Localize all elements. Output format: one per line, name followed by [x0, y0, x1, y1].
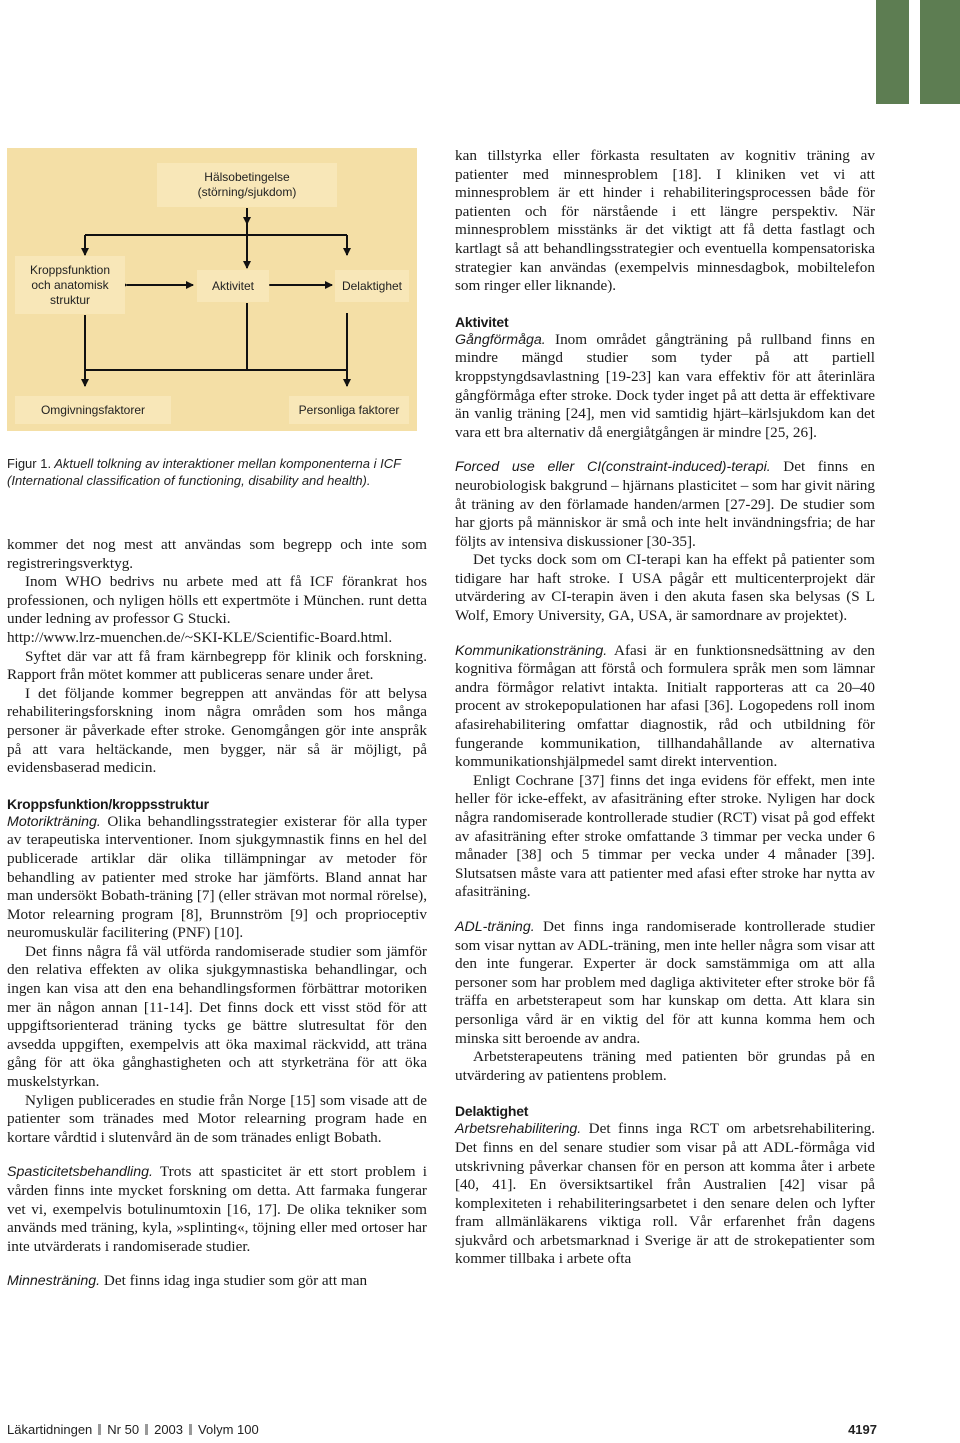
section-heading: Kroppsfunktion/kroppsstruktur — [7, 795, 209, 812]
section-tab-marker — [876, 0, 909, 104]
reference-link[interactable]: http://www.lrz-muenchen.de/~SKI-KLE/Scientific-Board.html. — [7, 628, 393, 646]
subheading: Spasticitetsbehandling. — [7, 1164, 153, 1181]
publication-year: 2003 — [154, 1422, 184, 1437]
paragraph — [455, 331, 875, 443]
paragraph-text: Det finns idag inga studier som gör att man — [100, 1272, 368, 1290]
figure-caption-label: Figur 1. — [7, 456, 52, 471]
environmental-factors-box: Omgivningsfaktorer — [15, 396, 171, 424]
subheading: Kommunikationsträning. — [455, 642, 608, 659]
personal-factors-box: Personliga faktorer — [289, 396, 409, 424]
section-heading: Aktivitet — [455, 313, 509, 330]
right-column — [455, 147, 875, 1269]
footer-separator — [189, 1424, 192, 1435]
left-column — [7, 536, 427, 1291]
subheading: Minnesträning. — [7, 1273, 101, 1290]
page-number: 4197 — [848, 1422, 877, 1437]
paragraph: Enligt Cochrane [37] finns det inga evidens för effekt, men inte heller för icke-effekt, av afasiträning efter stroke. Nyligen har dock några randomiserade kontrollerade studier (RCT) visat på god effekt av afasiträning efter stroke omfattande 3 timmar per vecka under 6 månader [38] och 5 timmar per vecka under 4 månader [39]. Slutsatsen måste vara att patienter med afasi efter stroke har nytta av afasiträning. — [455, 771, 875, 901]
section-heading: Delaktighet — [455, 1103, 529, 1120]
paragraph-text: Det finns inga RCT om arbetsrehabilitering. Det finns en del senare studier som visar på att ADL-förmåga vid utskrivning påverkar chansen för en person att komma åter i arbete [40, 41]. En översiktsartikel från Australien [42] visar på komplexiteten i rehabiliteringsarbetet i den senare delen och lyfter fram allmänläkarens viktiga roll. Vår erfarenhet från dagens sjukvård och arbetsmarknad i Sverige är att de strokepatienter som kommer tillbaka i arbete ofta — [455, 1120, 875, 1268]
subheading: Forced use eller CI(constraint-induced)-terapi. — [455, 459, 771, 476]
subheading: ADL-träning. — [455, 918, 535, 935]
paragraph: Inom WHO bedrivs nu arbete med att få ICF förankrat hos professionen, och nyligen hölls ett expertmöte i München. runt detta under ledning av professor G Stucki. — [7, 573, 427, 628]
subheading: Motorikträning. — [7, 813, 101, 830]
paragraph — [455, 918, 875, 1048]
paragraph-text: Afasi är en funktionsnedsättning av den kognitiva förmågan att förstå och formulera språk men som lämnar andra förmågor relativt intakta. Initialt rapporteras att ca 20–40 procent av strokepopulationen har afasi [36]. Logopedens roll inom afasirehabilitering omfattar diagnostik, råd och utbildning för fungerande kommunikation, tillhandahållande av alternativa kommunikationshjälpmedel samt direkt intervention. — [455, 641, 875, 771]
paragraph-text: Det finns en neurobiologisk bakgrund – hjärnans plasticitet – som har givit näring åt träning av den förlamade handen/armen [27-29]. De studier som har gjorts på människor är små och inte helt invändningsfria; de har följts av intensiva diskussioner [30-35]. — [455, 458, 876, 550]
paragraph: Arbetsterapeutens träning med patienten bör grundas på en utvärdering av patientens problem. — [455, 1048, 875, 1084]
figure-caption — [7, 455, 417, 489]
participation-box: Delaktighet — [335, 270, 409, 302]
body-function-box: Kroppsfunktion och anatomisk struktur — [15, 256, 125, 314]
paragraph — [455, 642, 875, 772]
volume: Volym 100 — [198, 1422, 259, 1437]
journal-name: Läkartidningen — [7, 1422, 93, 1437]
paragraph — [455, 1120, 875, 1269]
paragraph: Nyligen publicerades en studie från Norge [15] som visade att de patienter som tränades med Motor relearning program hade en kortare vårdtid i slutenvård än de som tränades enligt Bobath. — [7, 1091, 427, 1146]
paragraph-text: Inom området gångträning på rullband finns en mindre mängd studier som tyder på att partiell kroppstyngdsavlastning [19-23] kan vara effektiv för att återinlära gångförmåga efter stroke. Dock tyder inget på att detta är effektivare än vanlig träning [24], men vid samtidig hjärt–kärlsjukdom kan det vara ett bra alternativ då energiåtgången är mindre [25, 26]. — [455, 330, 875, 441]
footer-separator — [98, 1424, 101, 1435]
paragraph: Det tycks dock som om CI-terapi kan ha effekt på patienter som tidigare har haft stroke. I USA pågår ett multicenterprojekt där utvärdering av CI-terapin även i den akuta fasen ska belysas (S L Wolf, Emory University, GA, USA, är samordnare av projektet). — [455, 551, 875, 625]
page-footer — [7, 1422, 877, 1437]
health-condition-box: Hälsobetingelse (störning/sjukdom) — [157, 163, 337, 207]
paragraph — [455, 458, 875, 551]
paragraph: Syftet där var att få fram kärnbegrepp för klinik och forskning. Rapport från mötet kommer att publiceras senare under året. — [7, 647, 427, 684]
paragraph: kan tillstyrka eller förkasta resultaten av kognitiv träning av patienter med minnesproblem [18]. I kliniken vet vi att minnesproblem är ett hinder i rehabiliteringsprocessen både för patienten och för närstående i ett längre perspektiv. När minnesproblem misstänks är det viktigt att få detta fastlagt och kartlagt så att behandlingsstrategier och eventuella kompensatoriska strategier kan användas (exempelvis minnesdagbok, mobiltelefon som ringer eller liknande). — [455, 147, 875, 295]
paragraph-text: Olika behandlingsstrategier existerar för alla typer av terapeutiska interventioner. Inom sjukgymnastik finns en hel del publicerade artiklar där olika tillämpningar av metoder för behandling av patienter med stroke har jämförts. Bland annat har man undersökt Bobath-träning [7] (eller strävan mot normal rörelse), Motor relearning program [8], Brunnström [9] och proprioceptiv neuromuskulär facilitering (PNF) [10]. — [7, 812, 427, 942]
section-tab-marker — [920, 0, 960, 104]
subheading: Arbetsrehabilitering. — [455, 1121, 582, 1138]
issue-number: Nr 50 — [107, 1422, 140, 1437]
paragraph — [7, 1163, 427, 1256]
paragraph — [7, 1272, 427, 1291]
paragraph-text: Trots att spasticitet är ett stort problem i vården finns inte mycket forskning om detta. Att farmaka fungerar vet vi, exempelvis botulinumtoxin [16, 17]. De olika tekniker som används med träning, kyla, »splinting«, töjning eller med ortoser har inte utvärderats i randomiserade studier. — [7, 1163, 427, 1255]
icf-figure — [7, 148, 417, 431]
footer-separator — [145, 1424, 148, 1435]
paragraph: kommer det nog mest att användas som begrepp och inte som registreringsverktyg. — [7, 536, 427, 572]
figure-caption-text: Aktuell tolkning av interaktioner mellan komponenterna i ICF (International classification of functioning, disability and health). — [7, 456, 401, 488]
paragraph: I det följande kommer begreppen att användas för att belysa rehabiliteringsforskning inom några områden som hos många personer är påverkade efter stroke. Genomgången gör inte anspråk på att vara heltäckande, men bygger, när så är möjligt, på evidensbaserad medicin. — [7, 684, 427, 777]
activity-box: Aktivitet — [197, 270, 269, 302]
paragraph: Det finns några få väl utförda randomiserade studier som jämför den relativa effekten av olika sjukgymnastiska behandlingar, och ingen kan visa att den ena behandlingsformen förbättrar motoriken mer än någon annan [11-14]. Det finns dock ett visst stöd för att uppgiftsorienterad träning tycks ge bättre slutresultat för den avsedda uppgiften, exempelvis att öka maximal räckvidd, att träna gång för att öka gånghastigheten och att styrketräna för att öka muskelstyrkan. — [7, 942, 427, 1091]
subheading: Gångförmåga. — [455, 331, 546, 348]
paragraph — [7, 813, 427, 943]
paragraph-text: Det finns inga randomiserade kontrollerade studier som visar nyttan av ADL-träning, men inte heller några som visar att den inte fungerar. Experter är dock samstämmiga om att alla personer som har problem med dagliga aktiviteter efter stroke bör få träffa en arbetsterapeut som har kunskap om detta. Att klara sin personliga vård är en viktig del för att kunna komma hem och minska sitt beroende av andra. — [455, 917, 875, 1047]
